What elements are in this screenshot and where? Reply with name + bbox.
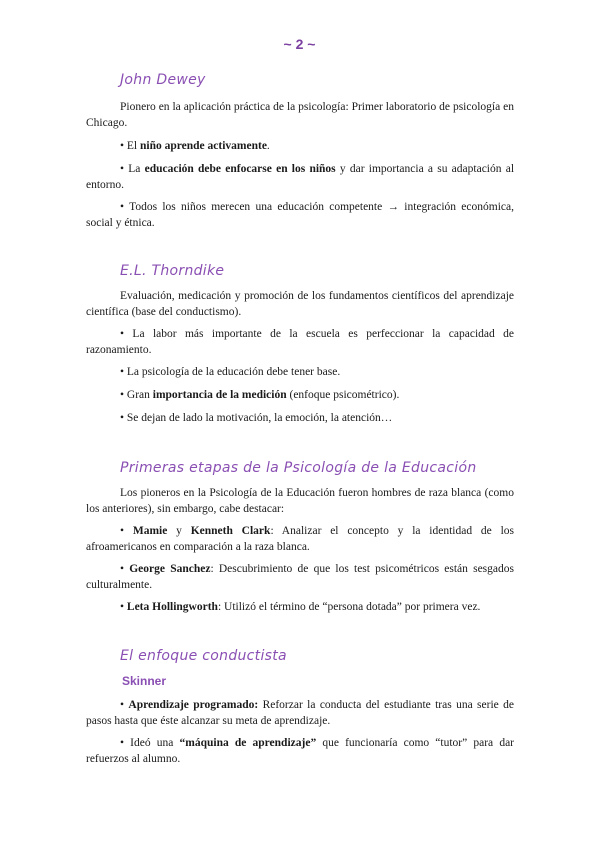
- etapas-intro: Los pioneros en la Psicología de la Educación fueron hombres de raza blanca (como los anteriores), sin embargo, cabe destacar:: [86, 487, 514, 515]
- page-number: ~ 2 ~: [283, 36, 316, 52]
- section-heading-dewey: John Dewey: [120, 72, 206, 88]
- skinner-bullet-2: • Ideó una “máquina de aprendizaje” que funcionaría como “tutor” para dar refuerzos al alumno.: [86, 737, 514, 765]
- dewey-bullet-2: • La educación debe enfocarse en los niños y dar importancia a su adaptación al entorno.: [86, 163, 515, 191]
- thorndike-bullet-3: • Gran importancia de la medición (enfoque psicométrico).: [120, 389, 400, 401]
- skinner-bullet-1: • Aprendizaje programado: Reforzar la conducta del estudiante tras una serie de pasos hasta que éste alcanzar su meta de aprendizaje.: [86, 699, 514, 727]
- section-heading-primeras-etapas: Primeras etapas de la Psicología de la Educación: [120, 460, 477, 476]
- subheading-skinner: Skinner: [122, 674, 167, 688]
- etapas-bullet-3: • Leta Hollingworth: Utilizó el término de “persona dotada” por primera vez.: [120, 601, 481, 613]
- section-heading-conductista: El enfoque conductista: [120, 648, 287, 664]
- dewey-bullet-1: • El niño aprende activamente.: [120, 140, 270, 152]
- thorndike-bullet-4: • Se dejan de lado la motivación, la emoción, la atención…: [120, 412, 393, 424]
- dewey-intro: Pionero en la aplicación práctica de la psicología: Primer laboratorio de psicología en Chicago.: [86, 101, 514, 129]
- thorndike-intro: Evaluación, medicación y promoción de los fundamentos científicos del aprendizaje científica (base del conductismo).: [86, 290, 514, 318]
- thorndike-bullet-1: • La labor más importante de la escuela es perfeccionar la capacidad de razonamiento.: [86, 328, 514, 356]
- thorndike-bullet-2: • La psicología de la educación debe tener base.: [120, 366, 341, 378]
- etapas-bullet-2: • George Sanchez: Descubrimiento de que los test psicométricos están sesgados culturalmente.: [86, 563, 514, 591]
- dewey-bullet-3: • Todos los niños merecen una educación competente → integración económica, social y étnica.: [86, 201, 514, 229]
- etapas-bullet-1: • Mamie y Kenneth Clark: Analizar el concepto y la identidad de los afroamericanos en comparación a la raza blanca.: [86, 525, 514, 553]
- section-heading-thorndike: E.L. Thorndike: [120, 263, 225, 279]
